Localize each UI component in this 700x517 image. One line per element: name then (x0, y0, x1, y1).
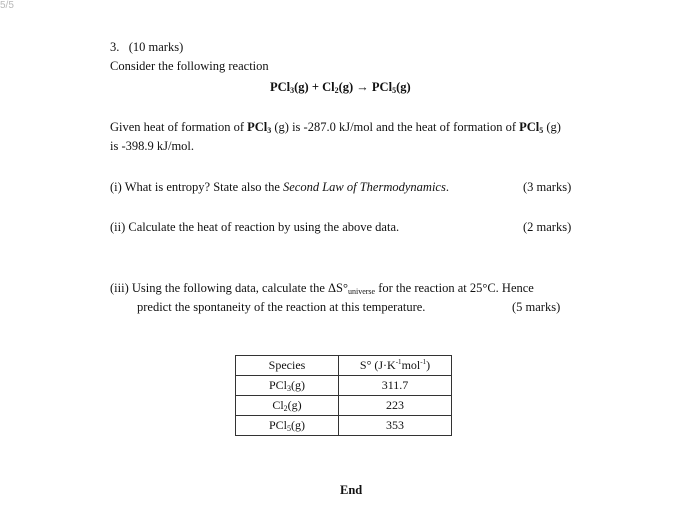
question-intro: Consider the following reaction (110, 59, 269, 73)
part-ii: (ii) Calculate the heat of reaction by using the above data. (110, 220, 400, 234)
entropy-value-cell: 223 (339, 396, 452, 416)
page-indicator: 5/5 (0, 0, 14, 11)
part-iii-marks: (5 marks) (512, 300, 561, 314)
part-i: (i) What is entropy? State also the Second Law of Thermodynamics. (110, 180, 449, 194)
entropy-header: S° $(J\cdot K^{-1}mol^{-1})$ (339, 356, 452, 376)
entropy-value-cell: 353 (339, 416, 452, 436)
given-line-1: Given heat of formation of PCl$_3$ (g) is -287.0 kJ/mol and the heat of formation of PCl$_5$ (g) (110, 120, 561, 135)
part-iii-line-1: (iii) Using the following data, calculate the $\Delta S^\circ_{universe}$ for the reaction at 25°C. Hence (110, 281, 534, 296)
table-row (236, 376, 452, 396)
table-header-row (236, 356, 452, 376)
entropy-table (235, 355, 452, 436)
end-label: End (340, 483, 363, 497)
species-cell: PCl$_3$(g) (236, 376, 339, 396)
question-number: 3. (110, 40, 120, 54)
species-cell: $Cl_2(g)$ (236, 396, 339, 416)
part-i-marks: (3 marks) (523, 180, 572, 194)
question-marks: (10 marks) (128, 40, 184, 54)
species-cell: PCl$_5$(g) (236, 416, 339, 436)
table-row (236, 416, 452, 436)
table-row (236, 396, 452, 416)
reaction-equation: $PCl_3(g) + Cl_2(g) \to PCl_5(g)$ (270, 80, 411, 95)
question-header (110, 40, 183, 55)
species-header: Species (236, 356, 339, 376)
part-ii-marks: (2 marks) (523, 220, 572, 234)
part-iii-line-2: predict the spontaneity of the reaction at this temperature. (137, 300, 426, 314)
reaction-arrow-icon: → (353, 80, 372, 94)
given-line-2: is -398.9 kJ/mol. (110, 139, 195, 153)
entropy-value-cell: 311.7 (339, 376, 452, 396)
